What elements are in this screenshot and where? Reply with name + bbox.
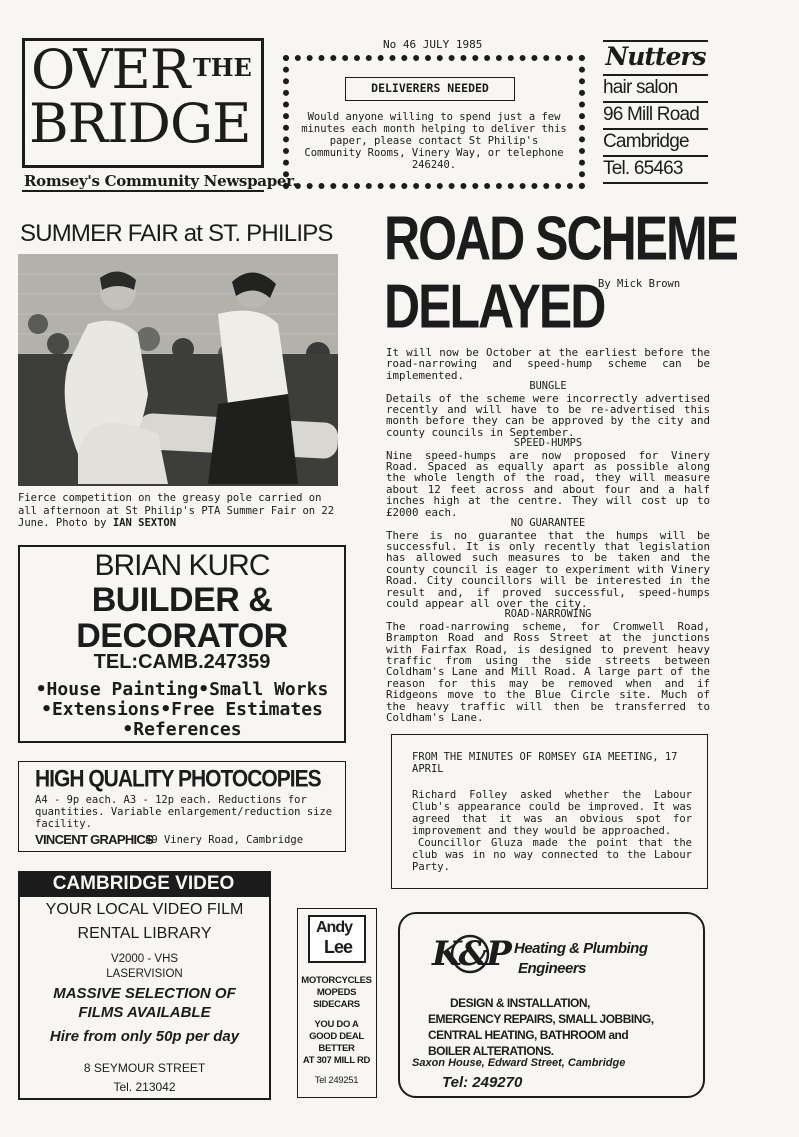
andy-logo-top: Andy — [316, 919, 352, 936]
video-line9: Tel. 213042 — [113, 1080, 176, 1094]
masthead-tagline: Romsey's Community Newspaper. — [24, 172, 298, 190]
andy-logo-bottom: Lee — [324, 937, 353, 957]
kp-logo-text: K&P — [432, 934, 509, 974]
article-subhead: ROAD-NARROWING — [504, 608, 592, 621]
photocopies-company: VINCENT GRAPHICS — [35, 832, 154, 847]
andy-line8: Tel 249251 — [314, 1075, 359, 1086]
kp-heading-line1: Heating & Plumbing — [514, 940, 648, 957]
tagline-rule — [22, 190, 264, 192]
kp-logo — [430, 924, 510, 992]
photocopies-address: 49 Vinery Road, Cambridge — [145, 834, 304, 846]
video-line1: YOUR LOCAL VIDEO FILM — [45, 901, 244, 918]
video-heading: CAMBRIDGE VIDEO — [18, 871, 269, 897]
fair-caption-text: Fierce competition on the greasy pole carried on all afternoon at St Philip's PTA Summer Fair on 22 June. Photo by — [18, 492, 335, 529]
video-line2: RENTAL LIBRARY — [77, 925, 212, 942]
builder-tel: TEL:CAMB.247359 — [93, 651, 271, 673]
kp-line3: CENTRAL HEATING, BATHROOM and — [428, 1028, 629, 1042]
deliverers-title: DELIVERERS NEEDED — [345, 77, 515, 101]
builder-services-line2: •Extensions•Free Estimates — [41, 699, 323, 720]
builder-services-line1: •House Painting•Small Works — [35, 679, 329, 700]
nutters-line-address: 96 Mill Road — [603, 104, 700, 125]
kp-line1: DESIGN & INSTALLATION, — [450, 996, 590, 1010]
minutes-paragraph: Richard Folley asked whether the Labour Club's appearance could be improved. It was agreed that it was an obvious spot for improvement and they would be approached. — [412, 789, 692, 837]
nutters-ad — [603, 40, 708, 182]
minutes-title: FROM THE MINUTES OF ROMSEY GIA MEETING, 17 APRIL — [412, 751, 678, 775]
issue-number: No 46 JULY 1985 — [383, 38, 483, 51]
minutes-body — [412, 789, 692, 873]
video-line8: 8 SEYMOUR STREET — [83, 1061, 206, 1075]
video-line4: LASERVISION — [106, 968, 183, 980]
article-paragraph: There is no guarantee that the humps will be successful. It is only recently that legislation has allowed such measures to be taken and the county council is eager to experiment with Vinery Road. City councillors will be interested in the result and, if proved successful, speed-humps could appear all over the city. — [386, 528, 710, 610]
article-paragraph: Details of the scheme were incorrectly advertised recently and will have to be re-advertised this month before they can be approved by the city and county councils in September. — [386, 391, 710, 439]
andy-line3: SIDECARS — [313, 999, 360, 1010]
video-line3: V2000 - VHS — [110, 953, 179, 965]
greasy-pole-photo — [18, 254, 338, 486]
andy-lee-logo — [308, 915, 366, 963]
kp-tel: Tel: 249270 — [442, 1074, 523, 1091]
video-line6: FILMS AVAILABLE — [78, 1004, 211, 1021]
kp-heading-line2: Engineers — [518, 960, 587, 977]
motorcycle-ad — [297, 908, 377, 1098]
plumbing-ad — [398, 912, 705, 1098]
masthead-title-over: OVER — [31, 38, 190, 101]
deliverers-notice — [283, 55, 585, 189]
article-headline-line1: ROAD SCHEME — [384, 203, 738, 274]
andy-line4: YOU DO A — [314, 1019, 359, 1030]
builder-services-line3: •References — [122, 719, 242, 740]
fair-caption — [18, 492, 340, 530]
video-line5: MASSIVE SELECTION OF — [53, 985, 236, 1002]
andy-line7: AT 307 MILL RD — [302, 1055, 371, 1066]
builder-trade-line2: DECORATOR — [76, 617, 288, 655]
article-paragraph: The road-narrowing scheme, for Cromwell Road, Brampton Road and Ross Street at the junctions with Fairfax Road, is designed to prevent heavy traffic from using the side streets between Coldham's Lane and Mill Road. A large part of the reason for this may be removed when and if Ridgeons move to the Blue Circle site. Much of the heavy traffic will then be transferred to Coldham's Lane. — [386, 619, 710, 724]
andy-line6: BETTER — [318, 1043, 355, 1054]
fair-heading: SUMMER FAIR at ST. PHILIPS — [20, 220, 333, 247]
masthead-title-bridge: BRIDGE — [29, 92, 251, 155]
video-ad — [18, 871, 271, 1100]
fair-photo — [18, 254, 338, 486]
kp-line4: BOILER ALTERATIONS. — [428, 1044, 554, 1058]
nutters-logo: Nutters — [605, 42, 706, 71]
nutters-line-salon: hair salon — [603, 77, 678, 98]
article-byline: By Mick Brown — [598, 278, 681, 290]
article-subhead: NO GUARANTEE — [510, 517, 586, 530]
andy-line2: MOPEDS — [316, 987, 357, 998]
minutes-paragraph: Councillor Gluza made the point that the club was in no way connected to the Labour Party. — [412, 837, 692, 873]
masthead — [22, 38, 264, 168]
nutters-line-town: Cambridge — [603, 131, 689, 152]
builder-trade-line1: BUILDER & — [91, 581, 273, 619]
photocopies-heading: HIGH QUALITY PHOTOCOPIES — [35, 766, 321, 793]
article-subhead: SPEED-HUMPS — [513, 437, 583, 450]
nutters-line-tel: Tel. 65463 — [603, 158, 683, 179]
article-headline-line2: DELAYED — [384, 271, 605, 342]
article-paragraph: Nine speed-humps are now proposed for Vinery Road. Spaced as equally apart as possible along the whole length of the road, they will measure about 12 feet across and about four and a half inches high at the centre. They will cost up to £2000 each. — [386, 448, 710, 519]
builder-name: BRIAN KURC — [94, 549, 270, 582]
article-body — [386, 347, 710, 723]
fair-photographer: IAN SEXTON — [112, 517, 177, 529]
deliverers-body: Would anyone willing to spend just a few minutes each month helping to deliver this paper, please contact St Philip's Community Rooms, Vinery Way, or telephone 246240. — [301, 111, 567, 171]
photocopies-body: A4 - 9p each. A3 - 12p each. Reductions for quantities. Variable enlargement/reduction size facility. — [35, 794, 333, 830]
photocopies-ad — [18, 761, 346, 852]
andy-line1: MOTORCYCLES — [301, 975, 372, 986]
kp-address: Saxon House, Edward Street, Cambridge — [412, 1057, 626, 1069]
article-intro: It will now be October at the earliest before the road-narrowing and speed-hump scheme can be implemented. — [386, 346, 710, 382]
kp-line2: EMERGENCY REPAIRS, SMALL JOBBING, — [428, 1012, 654, 1026]
minutes-box — [391, 734, 708, 889]
video-line7: Hire from only 50p per day — [49, 1028, 240, 1045]
builder-ad — [18, 545, 346, 743]
andy-line5: GOOD DEAL — [309, 1031, 364, 1042]
masthead-title-the: THE — [193, 53, 252, 82]
article-subhead: BUNGLE — [529, 380, 567, 393]
nutters-rule — [603, 182, 708, 184]
